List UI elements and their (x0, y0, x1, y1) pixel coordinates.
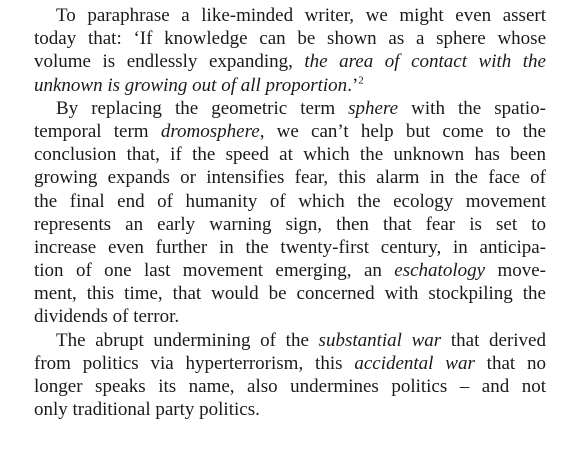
footnote-reference[interactable]: 2 (358, 74, 364, 87)
text-line (34, 120, 546, 143)
text-line (34, 213, 546, 236)
text-run: The abrupt undermining of the (56, 329, 319, 351)
text-line (34, 27, 546, 50)
text-run: only traditional party politics. (34, 399, 260, 421)
text-run: increase even further in the twenty-first century, in anticipa- (34, 236, 546, 258)
paragraph-3 (34, 329, 546, 422)
text-line (34, 74, 546, 97)
text-line (34, 4, 546, 27)
text-run: growing expands or intensifies fear, this alarm in the face of (34, 167, 546, 189)
paragraph-1 (34, 4, 546, 97)
text-line (34, 282, 546, 305)
italic-run: sphere (348, 97, 399, 119)
text-line (34, 190, 546, 213)
italic-run: the area of contact with the (304, 51, 546, 73)
text-line (34, 97, 546, 120)
text-run: To paraphrase a like-minded writer, we might even assert (56, 5, 546, 26)
text-run: move- (485, 260, 546, 282)
body-text (34, 4, 546, 421)
italic-run: dromosphere (160, 120, 260, 142)
text-run: with the spatio- (398, 97, 546, 119)
italic-run: substantial war (318, 329, 442, 351)
text-run: ment, this time, that would be concerned with stockpiling the (34, 283, 546, 305)
paragraph-2 (34, 97, 546, 329)
text-run: dividends of terror. (34, 306, 180, 328)
text-run: temporal term (34, 120, 161, 142)
text-line (34, 50, 546, 73)
text-line (34, 375, 546, 398)
text-run: , we can’t help but come to the (259, 120, 546, 142)
italic-run: accidental war (354, 352, 475, 374)
text-run: from politics via hyperterrorism, this (34, 352, 355, 374)
text-run: the final end of humanity of which the ecology movement (34, 190, 546, 212)
text-run: By replacing the geometric term (56, 97, 349, 119)
text-run: longer speaks its name, also undermines politics – and not (34, 376, 546, 397)
text-run: that derived (441, 329, 546, 351)
text-run: that no (474, 352, 546, 374)
text-run: volume is endlessly expanding, (34, 51, 305, 73)
text-line (34, 305, 546, 328)
text-line (34, 329, 546, 352)
text-line (34, 352, 546, 375)
text-line (34, 236, 546, 259)
italic-run: eschatology (394, 260, 486, 282)
text-line (34, 166, 546, 189)
text-run: today that: ‘If knowledge can be shown as a sphere whose (34, 28, 546, 50)
text-run: conclusion that, if the speed at which the unknown has been (34, 144, 546, 166)
text-run: represents an early warning sign, then that fear is set to (34, 213, 546, 235)
text-line (34, 259, 546, 282)
text-run: tion of one last movement emerging, an (34, 260, 395, 282)
text-run: .’ (347, 74, 359, 96)
text-line (34, 143, 546, 166)
italic-run: unknown is growing out of all proportion (34, 74, 348, 96)
text-line (34, 398, 546, 421)
